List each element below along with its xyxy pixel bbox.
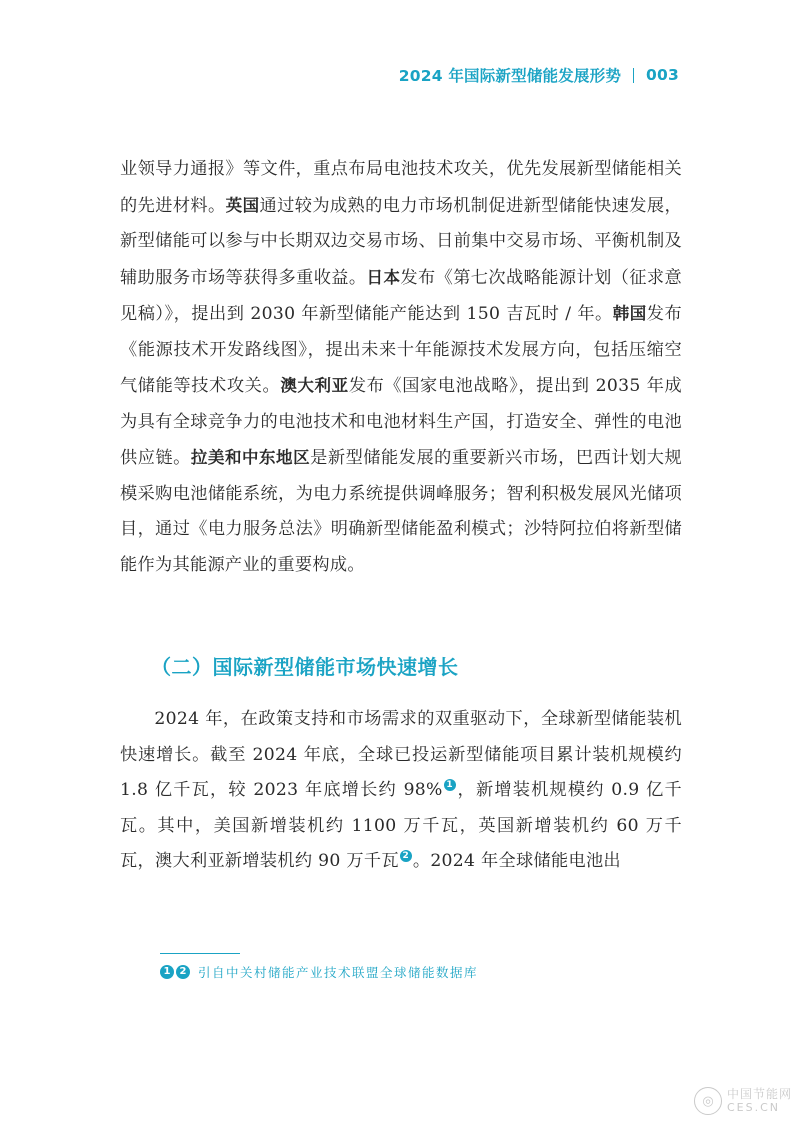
- footnote-text: 引自中关村储能产业技术联盟全球储能数据库: [198, 965, 479, 980]
- keyword-latam-middle-east: 拉美和中东地区: [190, 448, 311, 467]
- page-number: 003: [646, 66, 679, 84]
- ces-logo-icon: ◎: [694, 1087, 722, 1115]
- text-segment: 发布《第七次战略能源计划（征求意见稿）》，提出到 2030 年新型储能产能达到 150 吉瓦时 / 年。: [120, 267, 682, 324]
- footnote: [160, 963, 478, 981]
- paragraph-market-growth: [120, 702, 682, 880]
- keyword-korea: 韩国: [612, 304, 647, 323]
- footnote-divider: [160, 953, 240, 954]
- footnote-mark-2: 2: [176, 965, 190, 979]
- text-segment: 是新型储能发展的重要新兴市场，巴西计划大规模采购电池储能系统，为电力系统提供调峰服务；智利积极发展风光储项目，通过《电力服务总法》明确新型储能盈利模式；沙特阿拉伯将新型储能作为其能源产业的重要构成。: [120, 448, 683, 575]
- watermark: [694, 1087, 792, 1115]
- header-divider: [633, 68, 634, 83]
- keyword-uk: 英国: [225, 195, 260, 215]
- text-segment: 。2024 年全球储能电池出: [412, 851, 621, 871]
- text-segment: 发布《国家电池战略》，提出到 2035 年成为具有全球竞争力的电池技术和电池材料生产国，打造安全、弹性的电池供应链。: [120, 376, 682, 468]
- watermark-name: 中国节能网: [726, 1087, 792, 1101]
- paragraph-international-policies: [120, 152, 682, 583]
- watermark-url: CES.CN: [726, 1101, 781, 1114]
- text-segment: 通过较为成熟的电力市场机制促进新型储能快速发展，新型储能可以参与中长期双边交易市场、日前集中交易市场、平衡机制及辅助服务市场等获得多重收益。: [120, 195, 682, 288]
- text-segment: 发布《能源技术开发路线图》，提出未来十年能源技术发展方向，包括压缩空气储能等技术攻关。: [120, 304, 682, 396]
- footnote-ref-1[interactable]: 1: [444, 779, 456, 791]
- text-segment: 业领导力通报》等文件，重点布局电池技术攻关，优先发展新型储能相关的先进材料。: [120, 159, 682, 216]
- footnote-mark-1: 1: [160, 965, 174, 979]
- text-segment: ，新增装机规模约 0.9 亿千瓦。其中，美国新增装机约 1100 万千瓦，英国新增装机约 60 万千瓦，澳大利亚新增装机约 90 万千瓦: [120, 780, 682, 871]
- text-segment: 2024 年，在政策支持和市场需求的双重驱动下，全球新型储能装机快速增长。截至 2024 年底，全球已投运新型储能项目累计装机规模约 1.8 亿千瓦，较 2023 年底增长约 98%: [120, 709, 682, 800]
- section-heading: （二）国际新型储能市场快速增长: [151, 655, 459, 679]
- keyword-japan: 日本: [366, 267, 401, 287]
- running-header: [399, 64, 679, 86]
- keyword-australia: 澳大利亚: [280, 376, 349, 395]
- header-title: 2024 年国际新型储能发展形势: [398, 67, 622, 85]
- footnote-ref-2[interactable]: 2: [400, 850, 412, 862]
